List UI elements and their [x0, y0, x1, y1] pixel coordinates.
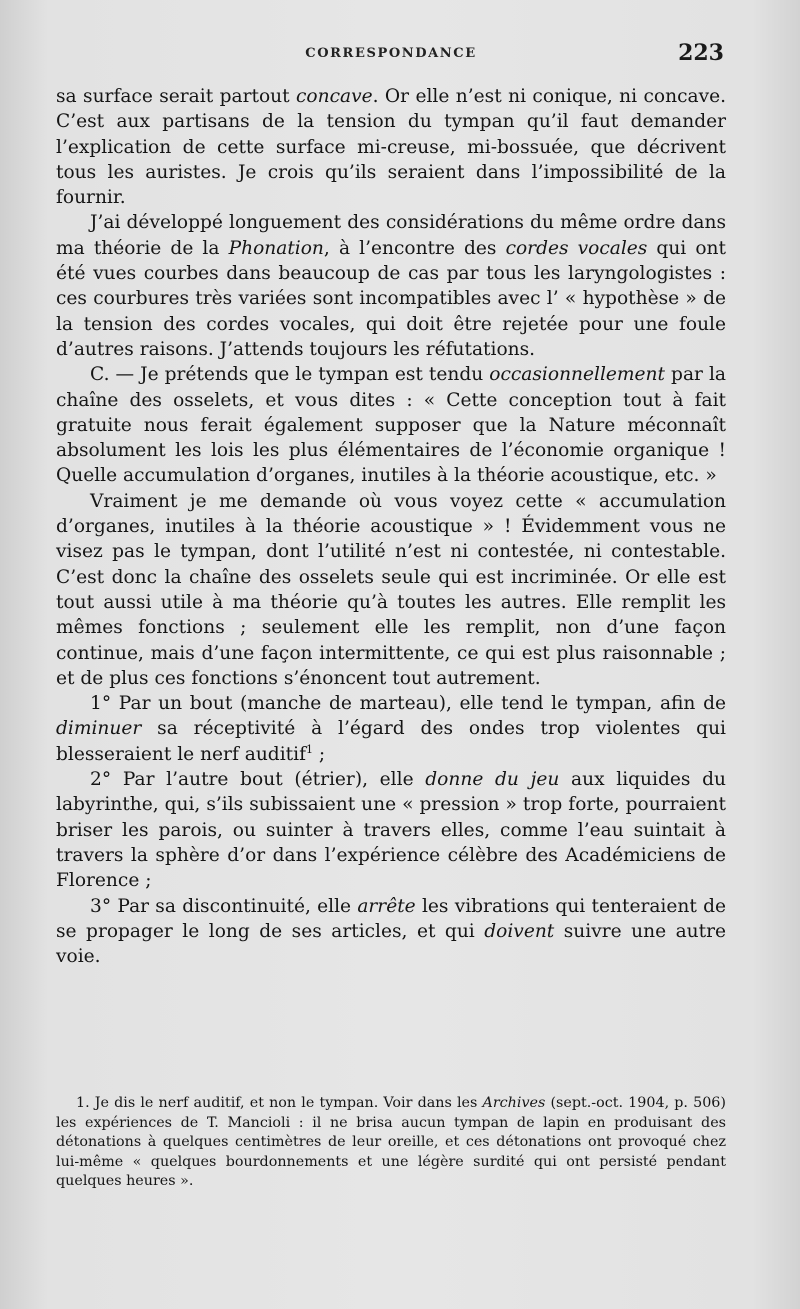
body-text — [56, 84, 726, 969]
text-run: par la chaîne des osselets, et vous dites : « Cette conception tout à fait gratuite nous ferait également supposer que la Nature méconnaît absolument les lois les plus élémentaires de l’économie organique ! Quelle accumulation d’organes, inutiles à la théorie acoustique, etc. » — [56, 364, 726, 487]
running-head — [56, 40, 726, 72]
italic-text: doivent — [484, 920, 555, 942]
italic-text: donne du jeu — [425, 769, 560, 791]
text-run: J’ai développé longuement des considérations du même ordre dans ma théorie de la — [56, 212, 726, 259]
text-run: ; — [312, 743, 326, 765]
text-run: 1. Je dis le nerf auditif, et non le tympan. Voir dans les — [76, 1095, 483, 1111]
italic-text: diminuer — [56, 718, 142, 740]
footnote — [56, 1094, 726, 1192]
footnote-text — [56, 1094, 726, 1192]
paragraph — [56, 767, 726, 893]
text-run: 3° Par sa discontinuité, elle — [90, 895, 358, 917]
text-run: . Or elle n’est ni conique, ni concave. C’est aux partisans de la tension du tympan qu’il faut demander l’explication de cette surface mi-creuse, mi-bossuée, que décrivent tous les auristes. Je crois qu’ils seraient dans l’impossibilité de la fournir. — [56, 86, 726, 209]
paragraph — [56, 691, 726, 767]
text-run: sa réceptivité à l’égard des ondes trop violentes qui blesseraient le nerf auditif — [56, 718, 726, 765]
italic-text: concave — [296, 86, 373, 107]
italic-text: occasionnellement — [489, 364, 666, 386]
italic-text: cordes vocales — [505, 237, 648, 259]
paragraph — [56, 210, 726, 362]
italic-text: Phonation — [228, 237, 324, 259]
text-run: C. — Je prétends que le tympan est tendu — [90, 364, 490, 386]
paragraph — [56, 362, 726, 488]
paragraph — [56, 894, 726, 970]
paragraph — [56, 489, 726, 691]
text-run: (sept.-oct. 1904, p. 506) les expériences de T. Mancioli : il ne brisa aucun tympan de lapin en produisant des détonations à quelques centimètres de leur oreille, et ces détonations ont provoqué chez lui-même « quelques bourdonnements et une légère surdité qui ont persisté pendant quelques heures ». — [56, 1095, 726, 1190]
text-run: aux liquides du labyrinthe, qui, s’ils subissaient une « pression » trop forte, pourraient briser les parois, ou suinter à travers elles, comme l’eau suintait à travers la sphère d’or dans l’expérience célèbre des Académiciens de Florence ; — [56, 769, 726, 892]
page-number: 223 — [678, 40, 724, 66]
text-run: suivre une autre voie. — [56, 920, 726, 968]
paragraph — [56, 84, 726, 210]
text-run: , à l’encontre des — [323, 237, 506, 259]
text-run: qui ont été vues courbes dans beaucoup de cas par tous les laryngologistes : ces courbures très variées sont incompatibles avec l’ « hypothèse » de la tension des cordes vocales, qui doit être rejetée pour une foule d’autres raisons. J’attends toujours les réfutations. — [56, 237, 727, 360]
text-run: Vraiment je me demande où vous voyez cette « accumulation d’organes, inutiles à la théorie acoustique » ! Évidemment vous ne visez pas le tympan, dont l’utilité n’est ni contestée, ni contestable. C’est donc la chaîne des osselets seule qui est incriminée. Or elle est tout aussi utile à ma théorie qu’à toutes les autres. Elle remplit les mêmes fonctions ; seulement elle les remplit, non d’une façon continue, mais d’une façon intermittente, ce qui est plus raisonnable ; et de plus ces fonctions s’énoncent tout autrement. — [56, 490, 726, 689]
footnote-marker: 1 — [305, 742, 313, 756]
text-run: les vibrations qui tenteraient de se propager le long de ses articles, et qui — [56, 895, 726, 942]
text-run: sa surface serait partout — [56, 86, 296, 107]
text-run: 2° Par l’autre bout (étrier), elle — [90, 769, 426, 791]
text-run: 1° Par un bout (manche de marteau), elle tend le tympan, afin de — [90, 693, 726, 715]
italic-text: Archives — [482, 1095, 546, 1111]
running-title: CORRESPONDANCE — [305, 46, 477, 61]
italic-text: arrête — [357, 895, 416, 917]
